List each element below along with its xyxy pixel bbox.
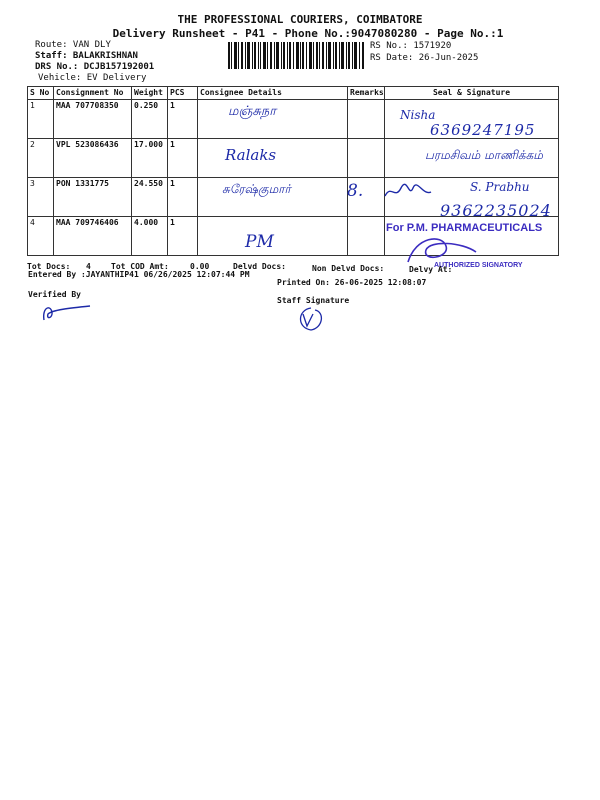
delivery-at-label: Delvy At: bbox=[409, 265, 453, 274]
tot-docs-value: 4 bbox=[86, 262, 91, 271]
handwritten-consignee-3: சுரேஷ்குமார் bbox=[222, 182, 291, 196]
staff-signature-label: Staff Signature bbox=[277, 296, 350, 305]
handwritten-phone-1: 6369247195 bbox=[430, 121, 536, 139]
col-pcs: PCS bbox=[168, 87, 198, 100]
handwritten-remark-3: 8. bbox=[347, 181, 364, 201]
vehicle-label: Vehicle: EV Delivery bbox=[38, 73, 147, 83]
col-sno: S No bbox=[28, 87, 54, 100]
cell-sno: 4 bbox=[28, 217, 54, 256]
tot-cod-label: Tot COD Amt: bbox=[111, 262, 169, 271]
cell-weight: 17.000 bbox=[132, 139, 168, 178]
drs-number: DRS No.: DCJB157192001 bbox=[35, 62, 155, 72]
handwritten-signature-name-3: S. Prabhu bbox=[470, 180, 530, 194]
handwritten-consignee-1: மஞ்சுநா bbox=[228, 104, 277, 119]
cell-sno: 1 bbox=[28, 100, 54, 139]
tot-docs-label: Tot Docs: bbox=[27, 262, 71, 271]
cell-pcs: 1 bbox=[168, 139, 198, 178]
cell-sno: 3 bbox=[28, 178, 54, 217]
verified-signature-icon bbox=[40, 300, 92, 324]
col-remarks: Remarks bbox=[348, 87, 385, 100]
cell-remarks bbox=[348, 217, 385, 256]
stamp-company-name: For P.M. PHARMACEUTICALS bbox=[386, 222, 543, 234]
cell-consignment: MAA 707708350 bbox=[54, 100, 132, 139]
route-label: Route: VAN DLY bbox=[35, 40, 111, 50]
col-weight: Weight bbox=[132, 87, 168, 100]
company-title: THE PROFESSIONAL COURIERS, COIMBATORE bbox=[177, 13, 423, 26]
cell-remarks bbox=[348, 139, 385, 178]
table-header-row bbox=[28, 87, 559, 100]
handwritten-signature-2: பரமசிவம் மாணிக்கம் bbox=[425, 148, 543, 162]
printed-on: Printed On: 26-06-2025 12:08:07 bbox=[277, 278, 427, 287]
cell-remarks bbox=[348, 100, 385, 139]
scribble-signature-icon bbox=[383, 182, 433, 202]
col-consignee: Consignee Details bbox=[198, 87, 348, 100]
cell-pcs: 1 bbox=[168, 178, 198, 217]
cell-sno: 2 bbox=[28, 139, 54, 178]
cell-consignment: PON 1331775 bbox=[54, 178, 132, 217]
cell-weight: 24.550 bbox=[132, 178, 168, 217]
cell-pcs: 1 bbox=[168, 217, 198, 256]
entered-by: Entered By :JAYANTHIP41 06/26/2025 12:07:44 PM bbox=[28, 270, 250, 279]
cell-consignment: MAA 709746406 bbox=[54, 217, 132, 256]
cell-consignment: VPL 523086436 bbox=[54, 139, 132, 178]
cell-weight: 4.000 bbox=[132, 217, 168, 256]
tot-cod-value: 0.00 bbox=[190, 262, 210, 271]
rs-number: RS No.: 1571920 bbox=[370, 41, 452, 51]
non-delvd-docs-label: Non Delvd Docs: bbox=[312, 264, 385, 273]
staff-signature-icon bbox=[293, 306, 329, 332]
delvd-docs-label: Delvd Docs: bbox=[233, 262, 286, 271]
verified-by-label: Verified By bbox=[28, 290, 81, 299]
handwritten-consignee-2: Ralaks bbox=[225, 146, 277, 164]
runsheet-subtitle: Delivery Runsheet - P41 - Phone No.:9047080280 - Page No.:1 bbox=[112, 27, 504, 40]
col-consignment: Consignment No bbox=[54, 87, 132, 100]
cell-pcs: 1 bbox=[168, 100, 198, 139]
staff-label: Staff: BALAKRISHNAN bbox=[35, 51, 138, 61]
cell-weight: 0.250 bbox=[132, 100, 168, 139]
col-seal: Seal & Signature bbox=[385, 87, 559, 100]
barcode-image bbox=[228, 42, 366, 69]
handwritten-phone-3: 9362235024 bbox=[440, 201, 552, 220]
handwritten-signature-name-1: Nisha bbox=[400, 108, 436, 122]
rs-date: RS Date: 26-Jun-2025 bbox=[370, 53, 479, 63]
stamp-authorized-signatory: AUTHORIZED SIGNATORY bbox=[434, 262, 523, 269]
handwritten-consignee-4: PM bbox=[245, 232, 274, 252]
